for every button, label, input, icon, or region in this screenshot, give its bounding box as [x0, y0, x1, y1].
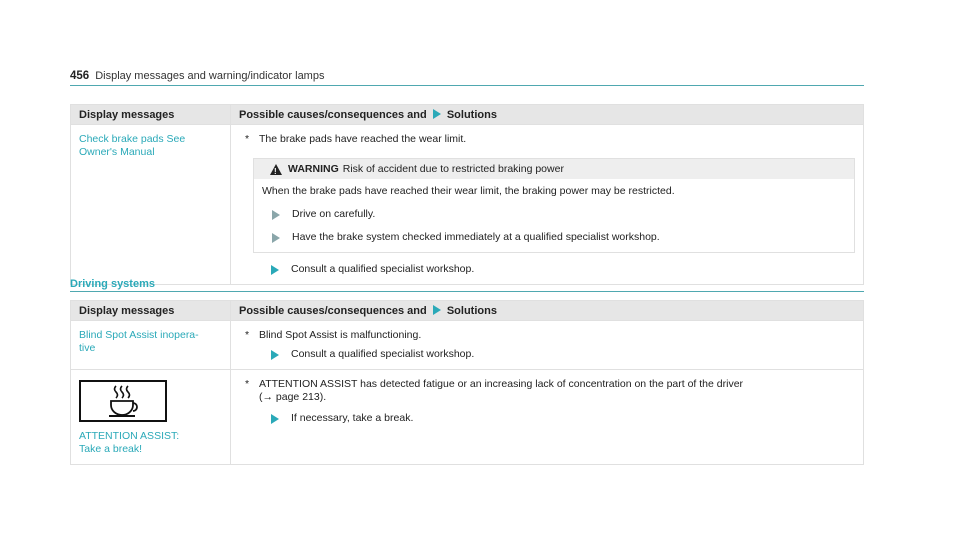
page-header	[70, 72, 864, 86]
header-causes-solutions: Possible causes/consequences and Solutions	[231, 301, 864, 321]
table-row	[71, 321, 864, 370]
brake-solution-text: Consult a qualified specialist workshop.	[291, 263, 475, 275]
blind-spot-causes-cell: * Blind Spot Assist is malfunctioning. Consult a qualified specialist workshop.	[231, 321, 864, 370]
arrow-right-icon	[271, 265, 279, 275]
arrow-right-icon	[272, 210, 280, 220]
warning-box	[253, 158, 855, 253]
coffee-cup-icon-svg	[105, 384, 141, 418]
warning-headline: Risk of accident due to restricted braking power	[342, 162, 564, 175]
brake-causes-cell: * The brake pads have reached the wear limit. ! WARNING Risk of accident due to restricted braking power When the brake pads have reached their wear limit, the braking power may be restricted. Drive on carefully. Have the brake system checked immediately at a qualified specialist workshop. Consult a qualified specialist workshop.	[231, 125, 864, 285]
attention-assist-causes-cell: * ATTENTION ASSIST has detected fatigue or an increasing lack of concentration on the part of the driver (→ page 213). If necessary, take a break.	[231, 370, 864, 465]
table-row	[71, 370, 864, 465]
list-item: Drive on carefully.	[272, 208, 846, 221]
list-item: If necessary, take a break.	[271, 412, 855, 425]
table-header-row	[71, 301, 864, 321]
warning-body-text: When the brake pads have reached their wear limit, the braking power may be restricted.	[262, 185, 675, 197]
list-item: Have the brake system checked immediately at a qualified specialist workshop.	[272, 231, 846, 244]
message-check-brake-pads: Check brake pads See Owner's Manual	[71, 125, 231, 285]
driving-systems-table	[70, 300, 864, 465]
brake-cause-text: The brake pads have reached the wear limit.	[259, 133, 467, 145]
section-title-driving-systems: Driving systems	[70, 278, 864, 292]
arrow-right-icon	[272, 233, 280, 243]
coffee-cup-icon	[79, 380, 167, 422]
warning-body	[254, 179, 854, 252]
message-blind-spot-assist: Blind Spot Assist inopera-tive	[71, 321, 231, 370]
table-row	[71, 125, 864, 285]
warning-header	[254, 159, 854, 179]
page-reference-link[interactable]: (→ page 213).	[259, 391, 327, 403]
list-item	[271, 263, 855, 276]
brake-messages-table	[70, 104, 864, 285]
warning-triangle-icon	[270, 164, 282, 175]
table-header-row	[71, 105, 864, 125]
arrow-right-icon	[271, 414, 279, 424]
header-display-messages: Display messages	[71, 105, 231, 125]
page-title: Display messages and warning/indicator lamps	[95, 70, 325, 82]
header-causes-solutions: Possible causes/consequences and Solutions	[231, 105, 864, 125]
page-number: 456	[70, 70, 90, 82]
arrow-right-icon	[433, 305, 441, 315]
arrow-right-icon	[271, 350, 279, 360]
arrow-right-icon	[433, 109, 441, 119]
warning-label: WARNING	[288, 162, 339, 175]
header-display-messages: Display messages	[71, 301, 231, 321]
message-attention-assist: ATTENTION ASSIST: Take a break!	[71, 370, 231, 465]
list-item: Consult a qualified specialist workshop.	[271, 348, 855, 361]
